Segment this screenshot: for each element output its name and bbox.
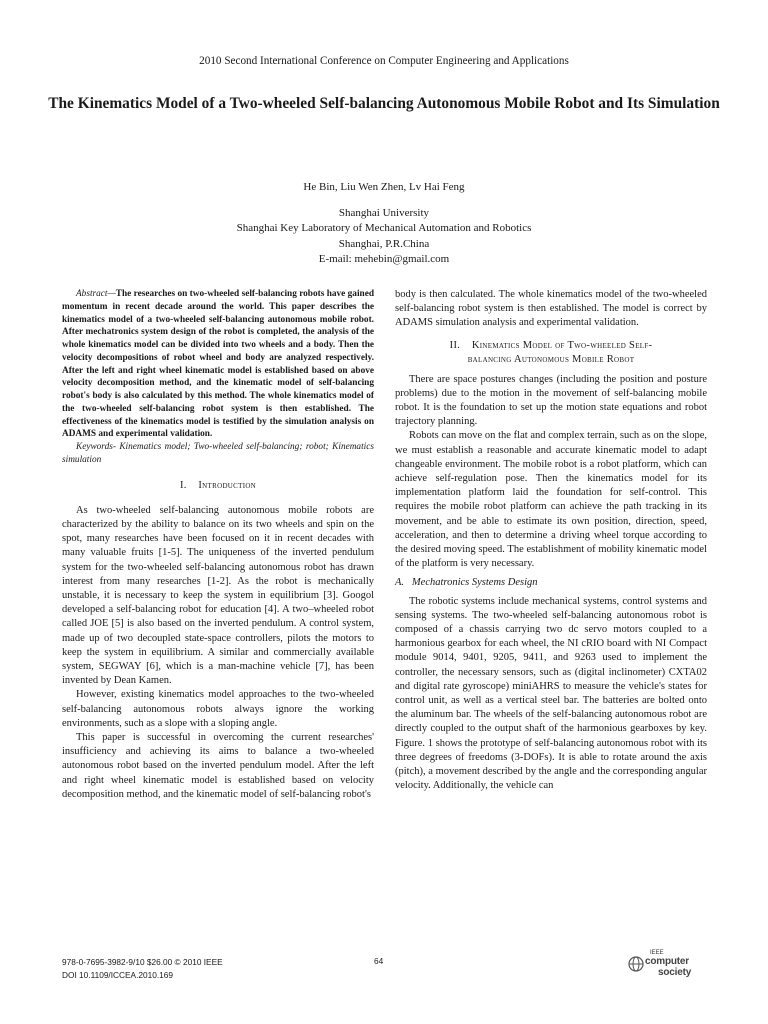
abstract [62, 288, 374, 441]
abstract-label: Abstract— [76, 289, 116, 299]
globe-icon [628, 956, 644, 972]
isbn-price: 978-0-7695-3982-9/10 $26.00 © 2010 IEEE [62, 957, 223, 967]
section-title-line-2: balancing Autonomous Mobile Robot [467, 353, 635, 365]
subsection-label: A. [395, 577, 405, 589]
affiliation-location: Shanghai, P.R.China [338, 237, 430, 250]
author-names: He Bin, Liu Wen Zhen, Lv Hai Feng [303, 181, 465, 193]
section-title-line-1: Kinematics Model of Two-wheeled Self- [471, 339, 653, 351]
paragraph: The robotic systems include mechanical systems, control systems and sensing systems. The two-wheeled self-balancing autonomous robot is composed of a chassis carrying two dc servo motors coupled to a harmonious gearbox for each wheel, the NI cRIO board with NI Compact module 9014, 9401, 9205, 9411, and 9263 used to implement the controller, the necessary sensors, such as (digital inclinometer) CXTA02 and digital rate gyroscope) miniAHRS to measure the vehicle's states for control unit, as well as a vertical steel bar. The batteries are bolted onto the aluminum bar. The wheels of the self-balancing autonomous robot are directly coupled to the output shaft of the harmonious gearboxes by key. Figure. 1 shows the prototype of self-balancing autonomous robot with its three degrees of freedoms (3-DOFs). It is able to rotate around the axis (pitch), a movement described by the angle and the corresponding angular velocity. Additionally, the vehicle can [395, 595, 707, 792]
logo-society-text: society [658, 967, 692, 978]
logo-computer-text: computer [645, 956, 689, 967]
affiliation-lab: Shanghai Key Laboratory of Mechanical Automation and Robotics [236, 222, 532, 235]
subsection-title: Mechatronics Systems Design [411, 577, 538, 589]
paragraph: This paper is successful in overcoming the current researches' insufficiency and achieving its aims to balance a two-wheeled autonomous robot based on the inverted pendulum model. After the left and right wheel kinematic model is established based on velocity decomposition method, and the kinematic model of self-balancing robot's [62, 731, 374, 800]
computer-society-logo [628, 950, 706, 984]
section-title: Introduction [198, 479, 257, 491]
left-column [62, 288, 374, 802]
paragraph: As two-wheeled self-balancing autonomous mobile robots are characterized by the ability to balance on its two wheels and spin on the spot, many researches have been focused on it in recent decades with many valuable fruits [1-5]. The uniqueness of the inverted pendulum system for the two-wheeled self-balancing autonomous robot has drawn interest from many researches [1-2]. As the robot is mechanically unstable, it is necessary to keep the system in equilibrium [3]. Googol developed a self-balancing robot for education [4]. A two–wheeled robot called JOE [5] is also based on the inverted pendulum. A control system, made up of two decoupled state-space controllers, pilots the motors to keep the system in equilibrium. A similar and commercially available system, SEGWAY [6], which is a man-machine vehicle [7], has been invented by Dean Kamen. [62, 504, 374, 687]
section-heading-kinematics-model [395, 339, 707, 367]
section-number: II. [449, 339, 461, 351]
affiliation-university: Shanghai University [338, 206, 430, 219]
page-number: 64 [374, 956, 384, 966]
right-column [395, 288, 707, 794]
logo-ieee-text: IEEE [650, 950, 664, 956]
paragraph: There are space postures changes (including the position and posture problems) due to the motion in the movement of self-balancing mobile robot. It is the foundation to set up the motion state equations and robot trajectory planning. [395, 373, 707, 428]
keywords: Keywords- Kinematics model; Two-wheeled self-balancing; robot; Kinematics simulation [62, 442, 374, 465]
doi: DOI 10.1109/ICCEA.2010.169 [62, 969, 174, 980]
paper-title: The Kinematics Model of a Two-wheeled Self-balancing Autonomous Mobile Robot and Its Simulation [48, 95, 720, 112]
paragraph: However, existing kinematics model approaches to the two-wheeled self-balancing autonomous robots always ignore the working environments, such as a slope with a sloping angle. [62, 689, 374, 729]
abstract-text: The researches on two-wheeled self-balancing robots have gained momentum in recent decade around the world. This paper describes the kinematics model of a two-wheeled self-balancing autonomous mobile robot. After mechatronics system design of the robot is completed, the analysis of the whole kinematics model can be divided into two wheels and a body. Then the velocity decompositions of robot wheel and body are analyzed respectively. After the left and right wheel kinematic model is established based on above velocity decomposition method, and the kinematic model of self-balancing robot's body is also calculated by this method. The whole kinematics model of the two-wheeled self-balancing robot system is then established. The effectiveness of the kinematics model is testified by the simulation analysis on ADAMS and experimental validation. [62, 289, 374, 440]
author-block [0, 180, 768, 268]
author-email: E-mail: mehebin@gmail.com [318, 253, 450, 266]
paragraph: Robots can move on the flat and complex terrain, such as on the slope, we must establish a reasonable and accurate kinematic model to adapt changeable environment. The mobile robot is a robot platform, which can achieve self-regulation pose. Then the kinematics model for its implementation platform laid the foundation for self-control. This requires the mobile robot platform can achieve the path tracking in its movement, and be able to estimate its own position, direction, speed, acceleration, and then to determine a driving wheel torque according to the desired moving speed. The establishment of mobility kinematic model of the platform is very necessary. [395, 430, 707, 570]
footer-left [62, 956, 223, 981]
paragraph: body is then calculated. The whole kinematics model of the two-wheeled self-balancing robot system is then established. The model is correct by ADAMS simulation analysis and experimental validation. [395, 289, 707, 329]
subsection-heading-mechatronics [395, 576, 707, 590]
conference-header: 2010 Second International Conference on Computer Engineering and Applications [199, 55, 569, 67]
section-heading-introduction [62, 479, 374, 493]
section-number: I. [179, 479, 187, 491]
